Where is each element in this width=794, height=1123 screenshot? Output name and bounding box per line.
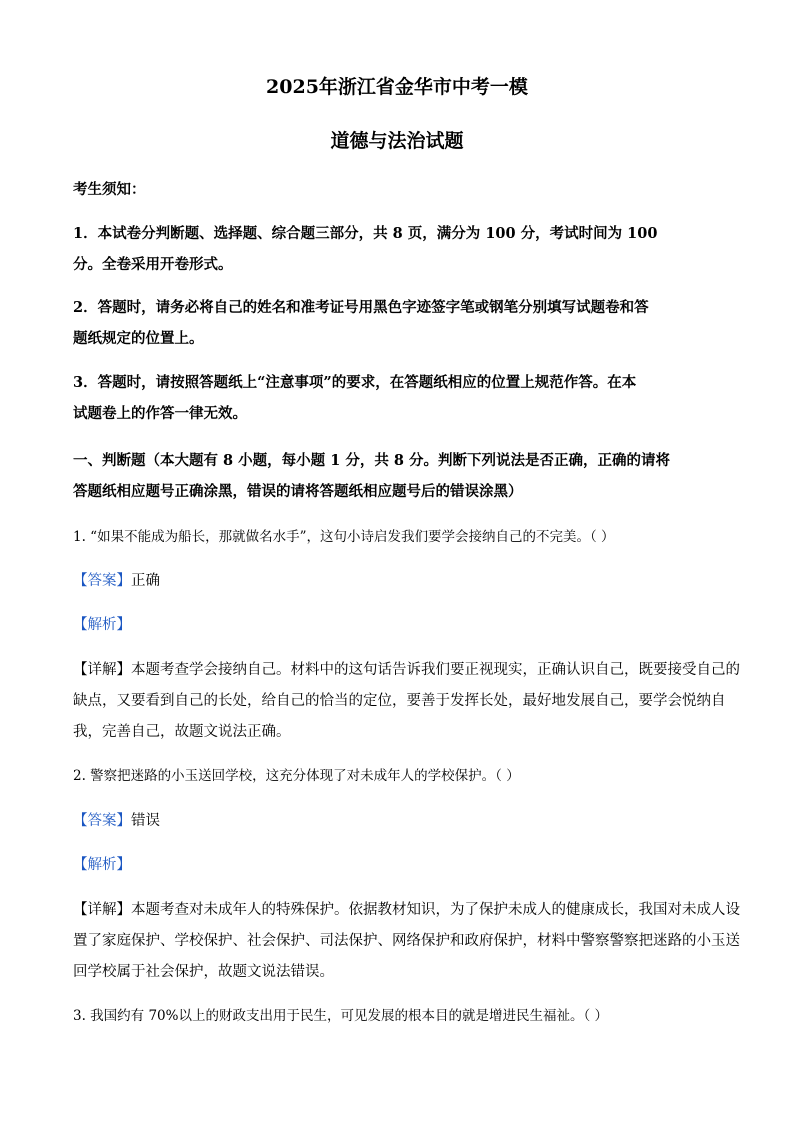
question-2-analysis-label: 【解析】 (73, 857, 131, 873)
notice-item-3-line2: 试题卷上的作答一律无效。 (73, 405, 247, 422)
question-1-analysis-label: 【解析】 (73, 617, 131, 633)
question-1-answer (73, 569, 160, 590)
notice-item-2-line2: 题纸规定的位置上。 (73, 330, 204, 347)
question-2-detail-line1 (73, 898, 740, 919)
question-1-stem: 1. “如果不能成为船长，那就做名水手”，这句小诗启发我们要学会接纳自己的不完美。（ ） (73, 529, 615, 545)
question-1-detail-line3: 我，完善自己，故题文说法正确。 (73, 724, 291, 740)
section-heading-line1: 一、判断题（本大题有 8 小题，每小题 1 分，共 8 分。判断下列说法是否正确，正确的请将 (73, 452, 671, 469)
question-2-stem: 2. 警察把迷路的小玉送回学校，这充分体现了对未成年人的学校保护。（ ） (73, 768, 520, 784)
question-3-stem: 3. 我国约有 70%以上的财政支出用于民生，可见发展的根本目的就是增进民生福祉。（ ） (73, 1008, 609, 1024)
section-heading-line2: 答题纸相应题号正确涂黑，错误的请将答题纸相应题号后的错误涂黑） (73, 483, 523, 500)
answer-label: 【答案】 (73, 813, 131, 829)
question-2-detail-line2: 置了家庭保护、学校保护、社会保护、司法保护、网络保护和政府保护，材料中警察警察把迷路的小玉送 (73, 933, 740, 949)
answer-value: 错误 (131, 813, 160, 829)
notice-item-1-line1: 1．本试卷分判断题、选择题、综合题三部分，共 8 页，满分为 100 分，考试时间为 100 (73, 225, 658, 242)
question-2-answer (73, 809, 160, 830)
question-2-detail-line3: 回学校属于社会保护，故题文说法错误。 (73, 964, 334, 980)
notice-heading: 考生须知： (73, 181, 146, 198)
detail-label: 【详解】 (73, 902, 131, 918)
question-1-detail-line2: 缺点，又要看到自己的长处，给自己的恰当的定位，要善于发挥长处，最好地发展自己，要学会悦纳自 (73, 693, 726, 709)
detail-text: 本题考查学会接纳自己。材料中的这句话告诉我们要正视现实，正确认识自己，既要接受自己的 (131, 662, 740, 678)
notice-item-3-line1: 3．答题时，请按照答题纸上“注意事项”的要求，在答题纸相应的位置上规范作答。在本 (73, 374, 637, 391)
notice-item-1-line2: 分。全卷采用开卷形式。 (73, 256, 233, 273)
notice-item-2-line1: 2．答题时，请务必将自己的姓名和准考证号用黑色字迹签字笔或钢笔分别填写试题卷和答 (73, 299, 649, 316)
detail-text: 本题考查对未成年人的特殊保护。依据教材知识，为了保护未成人的健康成长，我国对未成人设 (131, 902, 740, 918)
answer-label: 【答案】 (73, 573, 131, 589)
answer-value: 正确 (131, 573, 160, 589)
exam-subtitle: 道德与法治试题 (330, 130, 464, 152)
detail-label: 【详解】 (73, 662, 131, 678)
question-1-detail-line1 (73, 658, 740, 679)
exam-title: 2025年浙江省金华市中考一模 (266, 76, 528, 98)
